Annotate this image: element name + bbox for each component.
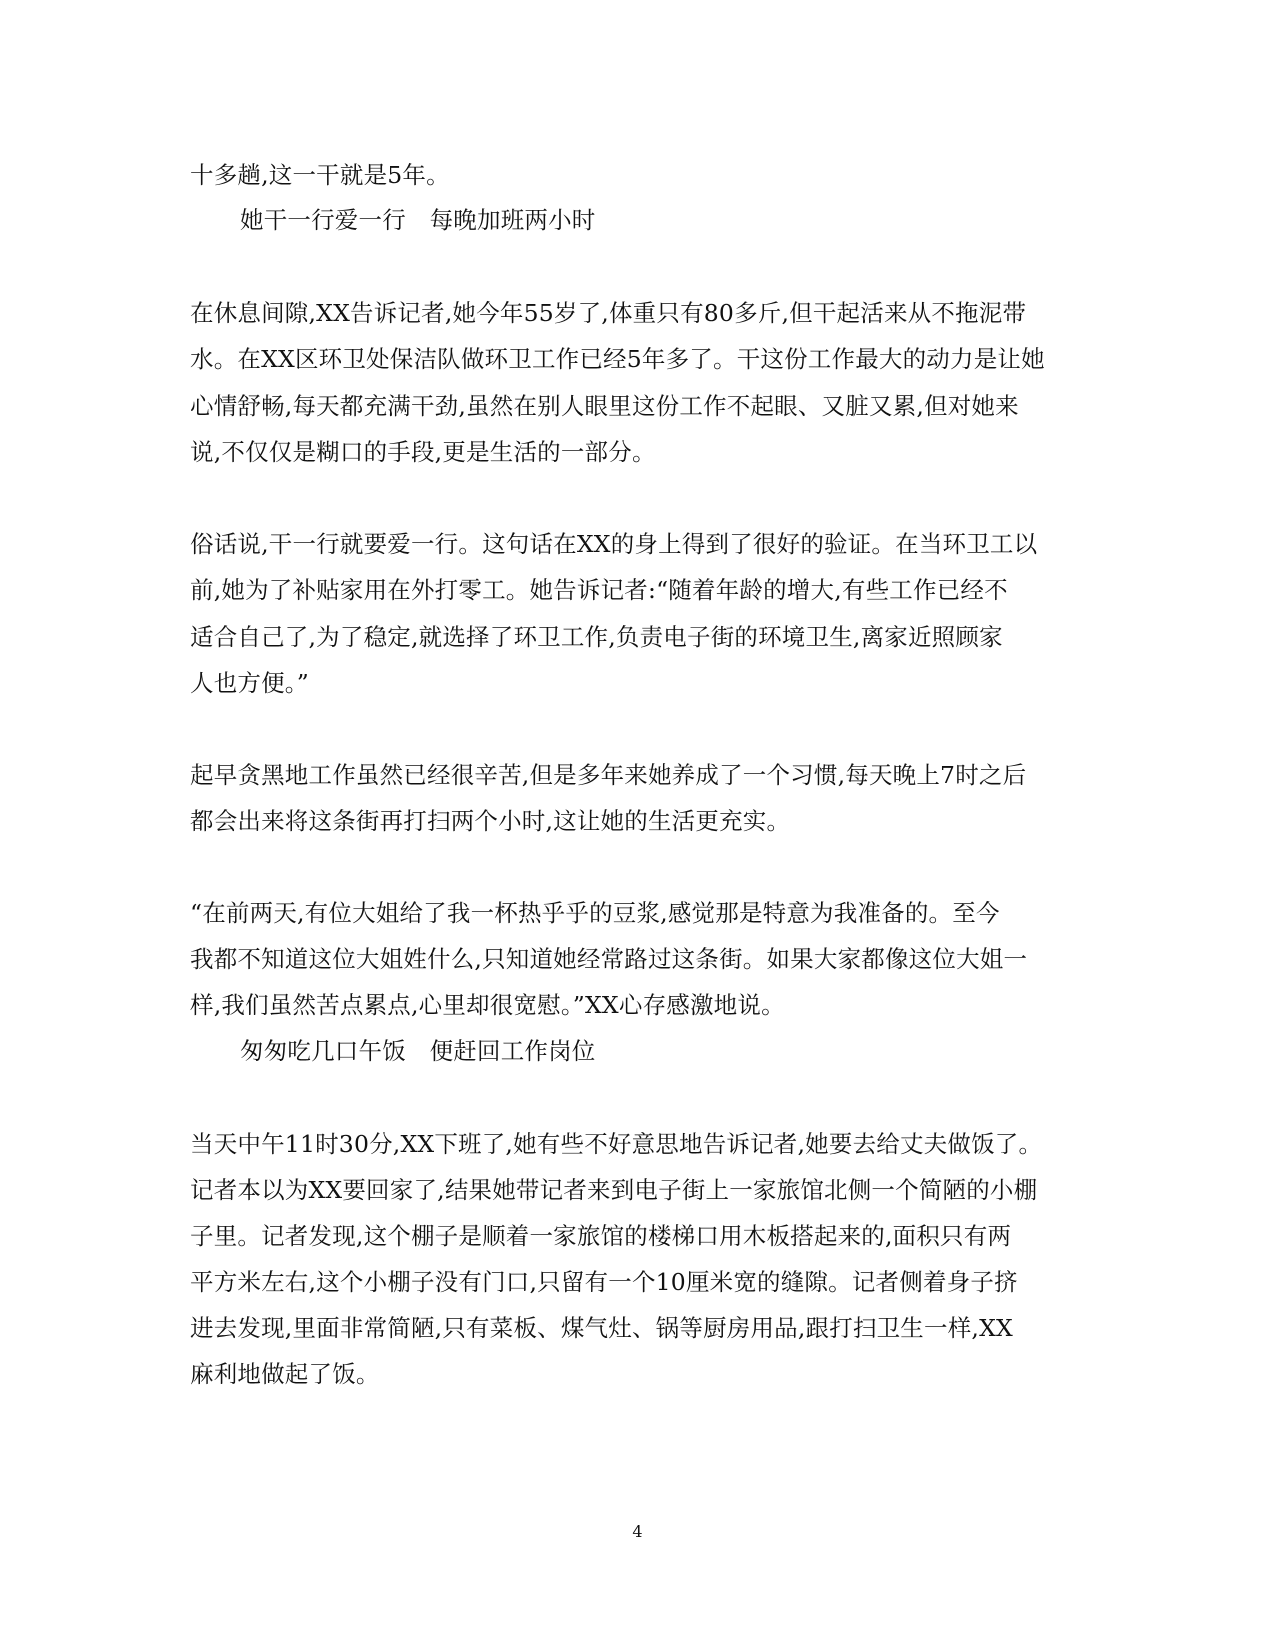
text-line: 平方米左右,这个小棚子没有门口,只留有一个10厘米宽的缝隙。记者侧着身子挤 xyxy=(190,1268,1018,1296)
text-line: 我都不知道这位大姐姓什么,只知道她经常路过这条街。如果大家都像这位大姐一 xyxy=(190,945,1028,973)
section-heading: 匆匆吃几口午饭 便赶回工作岗位 xyxy=(240,1037,596,1065)
text-line: 十多趟,这一干就是5年。 xyxy=(190,161,450,189)
text-line: 记者本以为XX要回家了,结果她带记者来到电子街上一家旅馆北侧一个简陋的小棚 xyxy=(190,1176,1038,1204)
text-line: 起早贪黑地工作虽然已经很辛苦,但是多年来她养成了一个习惯,每天晚上7时之后 xyxy=(190,761,1027,789)
text-line: 前,她为了补贴家用在外打零工。她告诉记者:“随着年龄的增大,有些工作已经不 xyxy=(190,576,1008,604)
text-line: 子里。记者发现,这个棚子是顺着一家旅馆的楼梯口用木板搭起来的,面积只有两 xyxy=(190,1222,1012,1250)
section-heading: 她干一行爱一行 每晚加班两小时 xyxy=(240,206,596,234)
text-line: 进去发现,里面非常简陋,只有菜板、煤气灶、锅等厨房用品,跟打扫卫生一样,XX xyxy=(190,1314,1013,1342)
text-line: 心情舒畅,每天都充满干劲,虽然在别人眼里这份工作不起眼、又脏又累,但对她来 xyxy=(190,392,1019,420)
text-line: 水。在XX区环卫处保洁队做环卫工作已经5年多了。干这份工作最大的动力是让她 xyxy=(190,345,1045,373)
text-line: 在休息间隙,XX告诉记者,她今年55岁了,体重只有80多斤,但干起活来从不拖泥带 xyxy=(190,299,1027,327)
text-line: 说,不仅仅是糊口的手段,更是生活的一部分。 xyxy=(190,438,656,466)
text-line: 麻利地做起了饭。 xyxy=(190,1360,380,1388)
text-line: 都会出来将这条街再打扫两个小时,这让她的生活更充实。 xyxy=(190,807,791,835)
text-line: 适合自己了,为了稳定,就选择了环卫工作,负责电子街的环境卫生,离家近照顾家 xyxy=(190,623,1003,651)
text-line: “在前两天,有位大姐给了我一杯热乎乎的豆浆,感觉那是特意为我准备的。至今 xyxy=(190,899,1000,927)
page-number: 4 xyxy=(632,1522,643,1541)
text-line: 俗话说,干一行就要爱一行。这句话在XX的身上得到了很好的验证。在当环卫工以 xyxy=(190,530,1038,558)
text-line: 样,我们虽然苦点累点,心里却很宽慰。”XX心存感激地说。 xyxy=(190,991,785,1019)
text-line: 人也方便。” xyxy=(190,669,309,697)
text-line: 当天中午11时30分,XX下班了,她有些不好意思地告诉记者,她要去给丈夫做饭了。 xyxy=(190,1130,1043,1158)
